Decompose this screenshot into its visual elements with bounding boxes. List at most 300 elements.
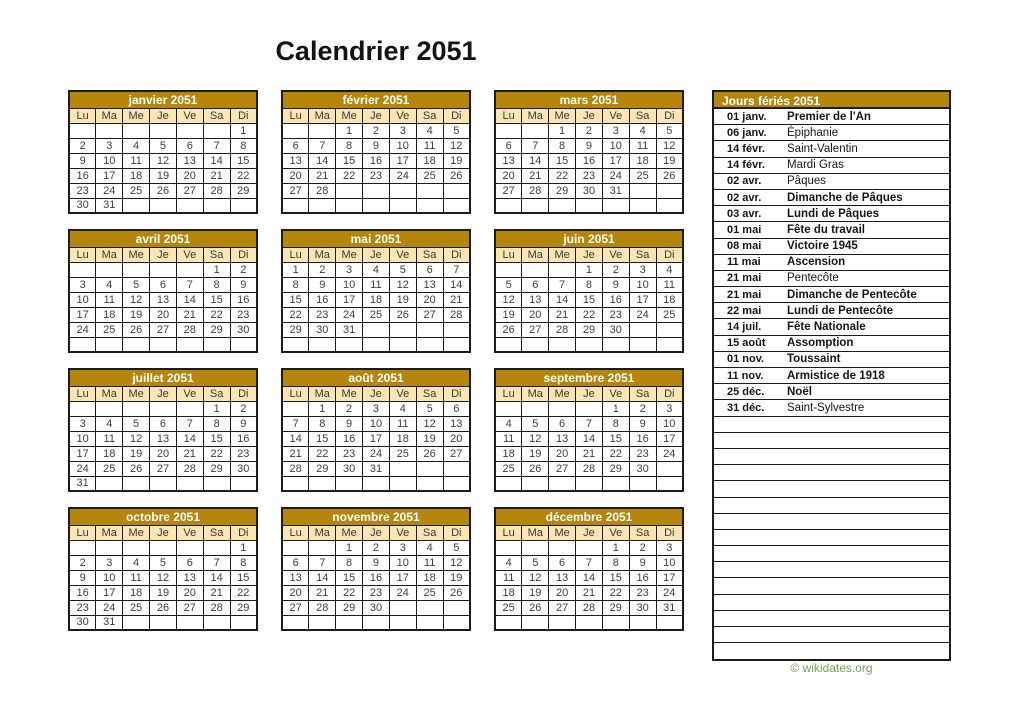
month-header-row bbox=[69, 230, 257, 247]
day-cell: 23 bbox=[309, 307, 336, 322]
day-cell: 6 bbox=[549, 416, 576, 431]
day-cell: 10 bbox=[389, 138, 416, 153]
week-row bbox=[282, 431, 470, 446]
empty-day-cell bbox=[150, 262, 177, 277]
empty-day-cell bbox=[629, 337, 656, 352]
day-cell: 2 bbox=[629, 540, 656, 555]
day-cell: 13 bbox=[176, 570, 203, 585]
empty-day-cell bbox=[282, 476, 309, 491]
empty-day-cell bbox=[123, 476, 150, 491]
day-cell: 17 bbox=[629, 292, 656, 307]
day-header-cell: Ve bbox=[602, 386, 629, 401]
week-row bbox=[69, 416, 257, 431]
day-cell: 5 bbox=[656, 123, 683, 138]
day-header-cell: Je bbox=[150, 525, 177, 540]
day-header-row bbox=[495, 108, 683, 123]
day-cell: 26 bbox=[123, 461, 150, 476]
day-cell: 23 bbox=[230, 307, 257, 322]
day-cell: 28 bbox=[576, 461, 603, 476]
day-cell: 16 bbox=[69, 168, 96, 183]
day-cell: 11 bbox=[96, 431, 123, 446]
day-header-cell: Ve bbox=[176, 108, 203, 123]
day-cell: 25 bbox=[629, 168, 656, 183]
day-cell: 19 bbox=[656, 153, 683, 168]
day-cell: 27 bbox=[549, 600, 576, 615]
week-row bbox=[495, 600, 683, 615]
day-cell: 10 bbox=[69, 292, 96, 307]
page-title: Calendrier 2051 bbox=[275, 36, 477, 66]
day-header-cell: Di bbox=[656, 525, 683, 540]
empty-day-cell bbox=[282, 540, 309, 555]
day-cell: 24 bbox=[69, 322, 96, 337]
day-cell: 29 bbox=[203, 322, 230, 337]
day-cell: 9 bbox=[629, 555, 656, 570]
day-cell: 1 bbox=[230, 540, 257, 555]
holiday-row bbox=[714, 222, 949, 238]
day-cell: 15 bbox=[336, 153, 363, 168]
day-cell: 31 bbox=[336, 322, 363, 337]
week-row bbox=[282, 198, 470, 213]
holiday-date: 14 juil. bbox=[727, 321, 762, 334]
empty-day-cell bbox=[443, 337, 470, 352]
holiday-row bbox=[714, 109, 949, 125]
day-cell: 12 bbox=[389, 277, 416, 292]
day-header-cell: Ma bbox=[96, 525, 123, 540]
day-cell: 3 bbox=[96, 138, 123, 153]
day-cell: 12 bbox=[443, 555, 470, 570]
day-cell: 3 bbox=[629, 262, 656, 277]
holiday-empty-row bbox=[714, 578, 949, 594]
month-table bbox=[281, 507, 471, 631]
month-table bbox=[494, 368, 684, 492]
empty-day-cell bbox=[363, 476, 390, 491]
empty-day-cell bbox=[203, 540, 230, 555]
holiday-empty-row bbox=[714, 643, 949, 659]
day-cell: 9 bbox=[230, 416, 257, 431]
day-cell: 1 bbox=[549, 123, 576, 138]
week-row bbox=[282, 585, 470, 600]
empty-day-cell bbox=[336, 183, 363, 198]
day-cell: 26 bbox=[522, 600, 549, 615]
day-cell: 16 bbox=[230, 431, 257, 446]
day-cell: 24 bbox=[656, 446, 683, 461]
day-cell: 20 bbox=[150, 446, 177, 461]
day-cell: 8 bbox=[602, 416, 629, 431]
day-header-cell: Je bbox=[576, 247, 603, 262]
day-cell: 28 bbox=[549, 322, 576, 337]
week-row bbox=[495, 307, 683, 322]
week-row bbox=[495, 123, 683, 138]
day-cell: 14 bbox=[176, 431, 203, 446]
empty-day-cell bbox=[495, 540, 522, 555]
day-header-cell: Sa bbox=[629, 108, 656, 123]
day-cell: 7 bbox=[282, 416, 309, 431]
week-row bbox=[495, 277, 683, 292]
months-grid bbox=[68, 90, 684, 631]
empty-day-cell bbox=[176, 262, 203, 277]
week-row bbox=[69, 262, 257, 277]
empty-day-cell bbox=[656, 476, 683, 491]
day-cell: 12 bbox=[443, 138, 470, 153]
day-header-row bbox=[495, 386, 683, 401]
week-row bbox=[495, 198, 683, 213]
empty-day-cell bbox=[416, 322, 443, 337]
holiday-empty-row bbox=[714, 595, 949, 611]
day-cell: 15 bbox=[230, 153, 257, 168]
empty-day-cell bbox=[69, 540, 96, 555]
week-row bbox=[69, 337, 257, 352]
empty-day-cell bbox=[336, 476, 363, 491]
day-cell: 14 bbox=[203, 153, 230, 168]
day-cell: 10 bbox=[389, 555, 416, 570]
month-title: mars 2051 bbox=[495, 91, 683, 108]
day-cell: 10 bbox=[363, 416, 390, 431]
day-cell: 25 bbox=[363, 307, 390, 322]
day-cell: 9 bbox=[576, 138, 603, 153]
month-title: décembre 2051 bbox=[495, 508, 683, 525]
day-cell: 4 bbox=[495, 555, 522, 570]
empty-day-cell bbox=[389, 615, 416, 630]
week-row bbox=[282, 123, 470, 138]
week-row bbox=[495, 183, 683, 198]
day-cell: 17 bbox=[656, 570, 683, 585]
day-header-cell: Sa bbox=[203, 247, 230, 262]
holiday-date: 22 mai bbox=[727, 304, 762, 317]
holiday-empty-row bbox=[714, 627, 949, 643]
empty-day-cell bbox=[576, 401, 603, 416]
day-header-cell: Ma bbox=[309, 525, 336, 540]
holiday-row bbox=[714, 125, 949, 141]
empty-day-cell bbox=[522, 540, 549, 555]
empty-day-cell bbox=[309, 615, 336, 630]
day-cell: 10 bbox=[96, 570, 123, 585]
week-row bbox=[69, 555, 257, 570]
empty-day-cell bbox=[576, 337, 603, 352]
day-cell: 17 bbox=[656, 431, 683, 446]
month-header-row bbox=[495, 369, 683, 386]
empty-day-cell bbox=[522, 615, 549, 630]
empty-day-cell bbox=[656, 461, 683, 476]
empty-day-cell bbox=[495, 476, 522, 491]
day-cell: 21 bbox=[176, 307, 203, 322]
day-header-row bbox=[282, 525, 470, 540]
day-cell: 29 bbox=[282, 322, 309, 337]
day-cell: 31 bbox=[602, 183, 629, 198]
day-cell: 1 bbox=[203, 262, 230, 277]
day-cell: 20 bbox=[549, 585, 576, 600]
day-cell: 26 bbox=[150, 600, 177, 615]
week-row bbox=[282, 540, 470, 555]
day-cell: 15 bbox=[203, 431, 230, 446]
empty-day-cell bbox=[443, 183, 470, 198]
empty-day-cell bbox=[96, 123, 123, 138]
day-cell: 12 bbox=[522, 431, 549, 446]
day-cell: 12 bbox=[123, 292, 150, 307]
day-cell: 25 bbox=[656, 307, 683, 322]
empty-day-cell bbox=[576, 540, 603, 555]
day-cell: 27 bbox=[176, 183, 203, 198]
empty-day-cell bbox=[549, 540, 576, 555]
day-cell: 21 bbox=[576, 585, 603, 600]
day-cell: 1 bbox=[230, 123, 257, 138]
empty-day-cell bbox=[549, 476, 576, 491]
month-table bbox=[281, 229, 471, 353]
day-cell: 19 bbox=[443, 153, 470, 168]
day-cell: 18 bbox=[416, 570, 443, 585]
weeks-body bbox=[69, 262, 257, 352]
day-cell: 27 bbox=[282, 600, 309, 615]
day-cell: 25 bbox=[389, 446, 416, 461]
day-cell: 3 bbox=[602, 123, 629, 138]
day-header-cell: Sa bbox=[416, 386, 443, 401]
day-cell: 8 bbox=[282, 277, 309, 292]
day-cell: 19 bbox=[443, 570, 470, 585]
empty-day-cell bbox=[495, 401, 522, 416]
empty-day-cell bbox=[522, 401, 549, 416]
month-title: janvier 2051 bbox=[69, 91, 257, 108]
day-cell: 3 bbox=[389, 123, 416, 138]
day-cell: 15 bbox=[602, 570, 629, 585]
holiday-empty-row bbox=[714, 465, 949, 481]
holiday-empty-row bbox=[714, 546, 949, 562]
day-cell: 4 bbox=[96, 277, 123, 292]
empty-day-cell bbox=[96, 262, 123, 277]
day-header-cell: Lu bbox=[69, 247, 96, 262]
holiday-empty-row bbox=[714, 433, 949, 449]
day-cell: 13 bbox=[150, 292, 177, 307]
empty-day-cell bbox=[416, 337, 443, 352]
holiday-date: 02 avr. bbox=[727, 191, 762, 204]
week-row bbox=[282, 262, 470, 277]
day-cell: 29 bbox=[230, 183, 257, 198]
holiday-date: 01 janv. bbox=[727, 110, 767, 123]
week-row bbox=[282, 461, 470, 476]
day-cell: 16 bbox=[363, 153, 390, 168]
month-table bbox=[68, 90, 258, 214]
holiday-name: Saint-Sylvestre bbox=[787, 401, 865, 414]
month-title: avril 2051 bbox=[69, 230, 257, 247]
day-header-cell: Je bbox=[576, 386, 603, 401]
day-cell: 11 bbox=[123, 153, 150, 168]
empty-day-cell bbox=[602, 476, 629, 491]
day-cell: 4 bbox=[416, 123, 443, 138]
day-cell: 25 bbox=[96, 461, 123, 476]
day-cell: 30 bbox=[363, 600, 390, 615]
day-cell: 26 bbox=[495, 322, 522, 337]
day-cell: 12 bbox=[123, 431, 150, 446]
empty-day-cell bbox=[549, 262, 576, 277]
empty-day-cell bbox=[576, 476, 603, 491]
weeks-body bbox=[282, 123, 470, 213]
day-cell: 5 bbox=[522, 416, 549, 431]
day-cell: 30 bbox=[230, 322, 257, 337]
holiday-row bbox=[714, 271, 949, 287]
empty-day-cell bbox=[389, 322, 416, 337]
day-cell: 5 bbox=[416, 401, 443, 416]
weeks-body bbox=[282, 262, 470, 352]
empty-day-cell bbox=[282, 615, 309, 630]
day-cell: 1 bbox=[576, 262, 603, 277]
empty-day-cell bbox=[150, 198, 177, 213]
day-cell: 25 bbox=[495, 461, 522, 476]
empty-day-cell bbox=[443, 198, 470, 213]
day-header-cell: Lu bbox=[495, 525, 522, 540]
day-cell: 2 bbox=[602, 262, 629, 277]
holiday-date: 02 avr. bbox=[727, 175, 762, 188]
day-cell: 9 bbox=[69, 570, 96, 585]
day-cell: 21 bbox=[282, 446, 309, 461]
day-header-cell: Lu bbox=[69, 108, 96, 123]
day-cell: 9 bbox=[69, 153, 96, 168]
empty-day-cell bbox=[416, 461, 443, 476]
week-row bbox=[69, 431, 257, 446]
holiday-row bbox=[714, 384, 949, 400]
day-cell: 17 bbox=[69, 446, 96, 461]
day-cell: 27 bbox=[495, 183, 522, 198]
day-cell: 26 bbox=[416, 446, 443, 461]
empty-day-cell bbox=[230, 476, 257, 491]
week-row bbox=[69, 123, 257, 138]
day-cell: 9 bbox=[363, 555, 390, 570]
week-row bbox=[495, 292, 683, 307]
day-header-row bbox=[69, 247, 257, 262]
holiday-date: 21 mai bbox=[727, 288, 762, 301]
day-header-cell: Sa bbox=[629, 525, 656, 540]
day-cell: 19 bbox=[150, 585, 177, 600]
day-cell: 23 bbox=[230, 446, 257, 461]
empty-day-cell bbox=[176, 337, 203, 352]
day-cell: 21 bbox=[203, 168, 230, 183]
day-cell: 14 bbox=[443, 277, 470, 292]
day-cell: 30 bbox=[69, 198, 96, 213]
day-cell: 8 bbox=[336, 138, 363, 153]
empty-day-cell bbox=[522, 476, 549, 491]
day-cell: 9 bbox=[336, 416, 363, 431]
day-cell: 15 bbox=[549, 153, 576, 168]
week-row bbox=[495, 416, 683, 431]
week-row bbox=[282, 277, 470, 292]
day-cell: 2 bbox=[363, 540, 390, 555]
day-header-cell: Ma bbox=[96, 247, 123, 262]
day-cell: 2 bbox=[309, 262, 336, 277]
week-row bbox=[282, 168, 470, 183]
day-header-cell: Di bbox=[656, 108, 683, 123]
empty-day-cell bbox=[522, 337, 549, 352]
day-header-cell: Sa bbox=[203, 108, 230, 123]
month-title: septembre 2051 bbox=[495, 369, 683, 386]
day-cell: 14 bbox=[282, 431, 309, 446]
day-cell: 11 bbox=[123, 570, 150, 585]
holiday-name: Assomption bbox=[787, 337, 854, 350]
day-cell: 15 bbox=[230, 570, 257, 585]
month-table bbox=[281, 368, 471, 492]
empty-day-cell bbox=[176, 476, 203, 491]
empty-day-cell bbox=[522, 262, 549, 277]
day-cell: 16 bbox=[309, 292, 336, 307]
day-cell: 15 bbox=[309, 431, 336, 446]
holiday-name: Pentecôte bbox=[787, 272, 839, 285]
day-header-cell: Ve bbox=[176, 525, 203, 540]
day-header-cell: Di bbox=[443, 386, 470, 401]
day-cell: 7 bbox=[549, 277, 576, 292]
empty-day-cell bbox=[629, 198, 656, 213]
day-cell: 29 bbox=[602, 600, 629, 615]
week-row bbox=[495, 322, 683, 337]
day-header-cell: Je bbox=[150, 386, 177, 401]
day-cell: 29 bbox=[230, 600, 257, 615]
weeks-body bbox=[69, 123, 257, 213]
day-cell: 7 bbox=[309, 555, 336, 570]
day-cell: 19 bbox=[123, 307, 150, 322]
week-row bbox=[69, 322, 257, 337]
day-cell: 9 bbox=[309, 277, 336, 292]
empty-day-cell bbox=[150, 401, 177, 416]
day-header-cell: Di bbox=[443, 108, 470, 123]
day-cell: 6 bbox=[443, 401, 470, 416]
day-cell: 24 bbox=[629, 307, 656, 322]
day-cell: 20 bbox=[282, 168, 309, 183]
day-cell: 1 bbox=[336, 123, 363, 138]
day-cell: 7 bbox=[443, 262, 470, 277]
day-header-cell: Ve bbox=[389, 386, 416, 401]
empty-day-cell bbox=[282, 198, 309, 213]
day-cell: 13 bbox=[549, 570, 576, 585]
month-header-row bbox=[69, 508, 257, 525]
empty-day-cell bbox=[416, 600, 443, 615]
day-cell: 1 bbox=[602, 401, 629, 416]
day-cell: 22 bbox=[282, 307, 309, 322]
empty-day-cell bbox=[389, 600, 416, 615]
day-cell: 2 bbox=[230, 262, 257, 277]
day-header-cell: Je bbox=[576, 525, 603, 540]
day-cell: 26 bbox=[443, 585, 470, 600]
holiday-date: 31 déc. bbox=[727, 401, 765, 414]
empty-day-cell bbox=[576, 615, 603, 630]
day-cell: 28 bbox=[309, 600, 336, 615]
day-cell: 18 bbox=[96, 446, 123, 461]
day-cell: 6 bbox=[282, 138, 309, 153]
empty-day-cell bbox=[176, 401, 203, 416]
day-header-cell: Je bbox=[363, 525, 390, 540]
day-cell: 28 bbox=[282, 461, 309, 476]
weeks-body bbox=[69, 401, 257, 491]
day-cell: 18 bbox=[629, 153, 656, 168]
day-cell: 6 bbox=[282, 555, 309, 570]
week-row bbox=[282, 183, 470, 198]
day-cell: 19 bbox=[495, 307, 522, 322]
empty-day-cell bbox=[96, 401, 123, 416]
week-row bbox=[69, 540, 257, 555]
day-cell: 4 bbox=[495, 416, 522, 431]
day-cell: 20 bbox=[443, 431, 470, 446]
empty-day-cell bbox=[549, 401, 576, 416]
day-cell: 10 bbox=[602, 138, 629, 153]
credit-link[interactable]: © wikidates.org bbox=[790, 661, 873, 675]
empty-day-cell bbox=[96, 540, 123, 555]
weeks-body bbox=[495, 401, 683, 491]
day-header-cell: Me bbox=[123, 386, 150, 401]
day-cell: 19 bbox=[389, 292, 416, 307]
empty-day-cell bbox=[656, 322, 683, 337]
day-cell: 17 bbox=[336, 292, 363, 307]
day-cell: 21 bbox=[522, 168, 549, 183]
holiday-name: Saint-Valentin bbox=[787, 142, 858, 155]
empty-day-cell bbox=[150, 476, 177, 491]
holiday-name: Premier de l'An bbox=[787, 110, 871, 123]
day-header-cell: Sa bbox=[203, 525, 230, 540]
day-header-cell: Ve bbox=[176, 247, 203, 262]
week-row bbox=[69, 476, 257, 491]
